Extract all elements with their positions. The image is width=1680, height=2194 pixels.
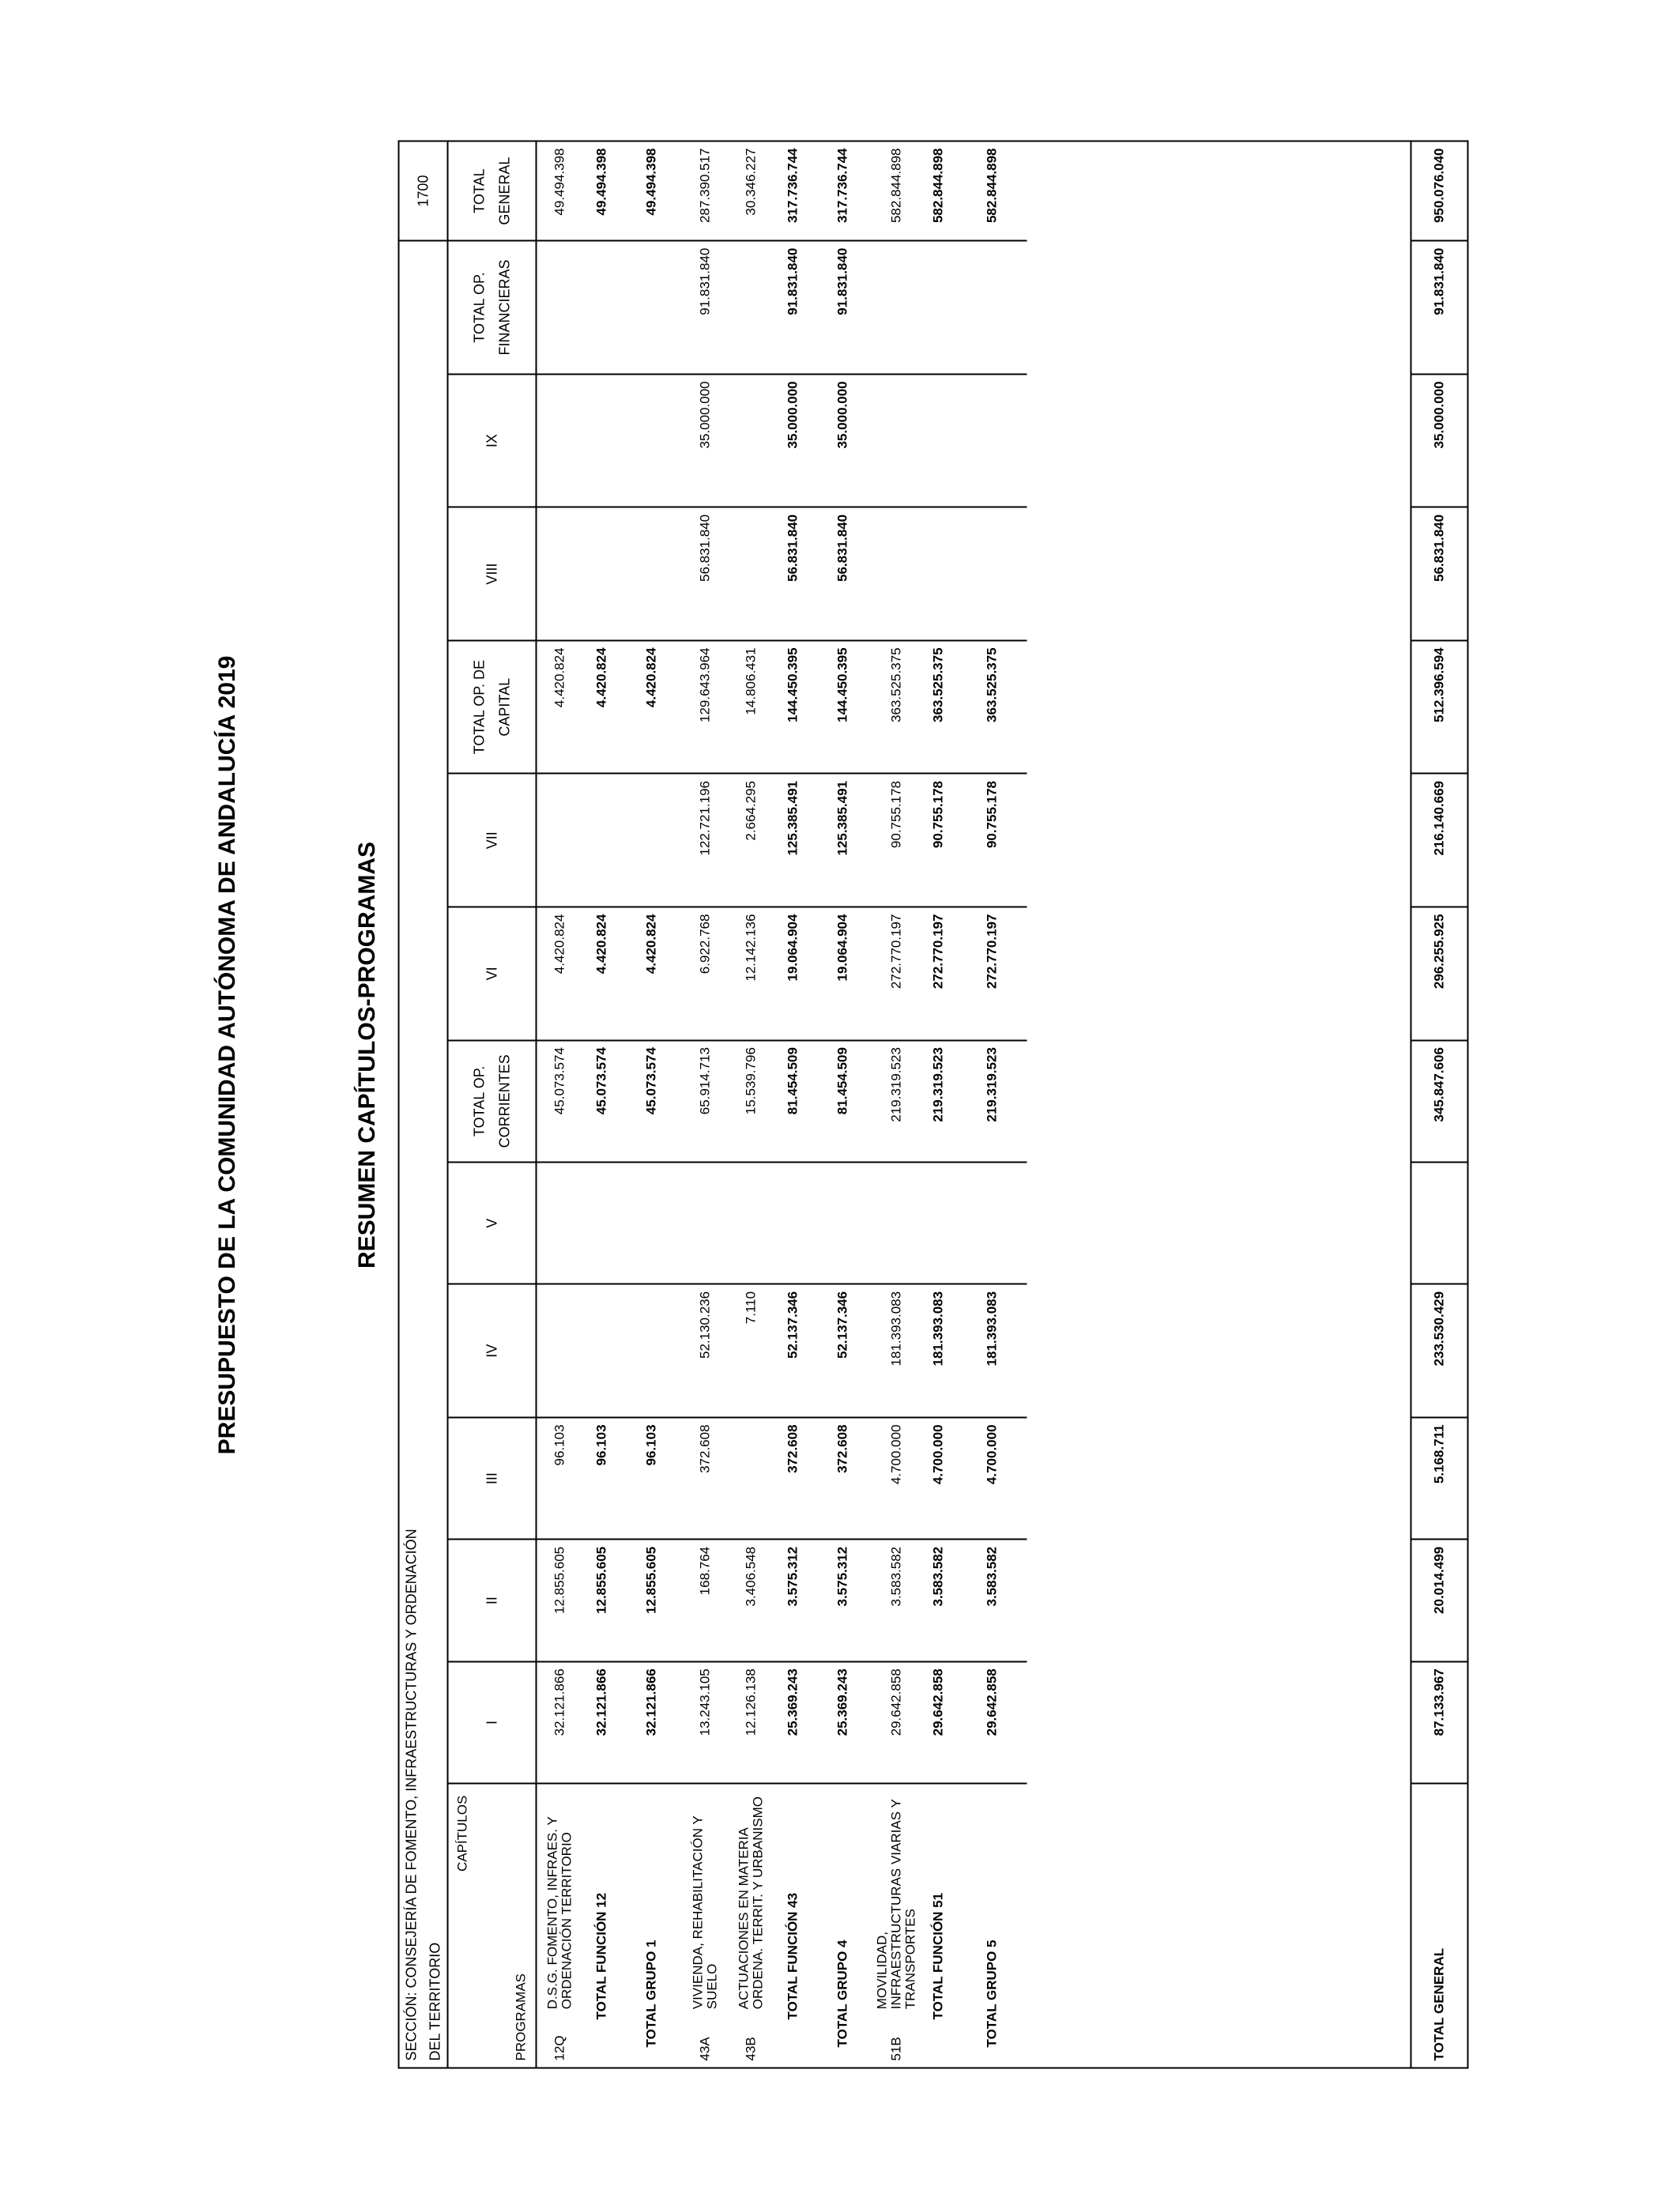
cell-value: 272.770.197 <box>874 907 920 1040</box>
cell-value: 287.390.517 <box>697 148 713 223</box>
cell-value: 219.319.523 <box>874 1040 920 1162</box>
cell-value: 181.393.083 <box>958 1284 1027 1417</box>
cell-value <box>621 374 683 507</box>
cell-value <box>729 374 774 507</box>
section-label-line2: DEL TERRITORIO <box>427 1942 443 2060</box>
cell-value <box>729 507 774 640</box>
cell-value: 49.494.398 <box>593 148 609 216</box>
cell-value <box>537 507 583 640</box>
header-total-general <box>448 141 537 240</box>
header-programas: PROGRAMAS <box>513 1973 529 2060</box>
cell-value <box>583 774 621 907</box>
program-name: D.S.G. FOMENTO, INFRAES. Y ORDENACIÓN TERRITORIO <box>537 1783 583 2015</box>
cell-value: 3.575.312 <box>812 1539 874 1661</box>
cell-value: 582.844.898 <box>888 148 904 223</box>
total-row <box>920 141 958 2067</box>
cell-value: 45.073.574 <box>621 1040 683 1162</box>
cell-value: 7.110 <box>729 1284 774 1417</box>
cell-value: 96.103 <box>537 1417 583 1539</box>
cell-value: 35.000.000 <box>774 374 812 507</box>
cell-value <box>729 1417 774 1539</box>
program-code: 51B <box>888 2036 904 2060</box>
cell-value: 91.831.840 <box>683 240 729 374</box>
total-general-value: 512.396.594 <box>1411 640 1467 774</box>
total-row <box>958 141 1027 2067</box>
section-label <box>400 240 448 2067</box>
cell-value: 32.121.866 <box>537 1661 583 1783</box>
total-general-value: 5.168.711 <box>1411 1417 1467 1539</box>
cell-value <box>774 1162 812 1284</box>
cell-value: 81.454.509 <box>774 1040 812 1162</box>
cell-value <box>958 1162 1027 1284</box>
total-label: TOTAL FUNCIÓN 51 <box>920 1783 958 2067</box>
cell-value: 219.319.523 <box>920 1040 958 1162</box>
header-total-corrientes-l2: CORRIENTES <box>496 1054 513 1148</box>
cell-value: 219.319.523 <box>958 1040 1027 1162</box>
cell-value: 3.583.582 <box>874 1539 920 1661</box>
cell-value <box>621 774 683 907</box>
cell-value: 144.450.395 <box>812 640 874 774</box>
header-col-i: I <box>448 1661 537 1783</box>
cell-value: 3.583.582 <box>920 1539 958 1661</box>
cell-value <box>683 1162 729 1284</box>
program-name: VIVIENDA, REHABILITACIÓN Y SUELO <box>683 1783 729 2015</box>
cell-value <box>537 1162 583 1284</box>
total-label: TOTAL GRUPO 1 <box>621 1783 683 2067</box>
cell-value <box>729 240 774 374</box>
cell-value <box>583 1284 621 1417</box>
cell-value: 3.575.312 <box>774 1539 812 1661</box>
cell-value <box>621 1284 683 1417</box>
program-row <box>729 141 774 2067</box>
total-label: TOTAL FUNCIÓN 43 <box>774 1783 812 2067</box>
cell-value: 582.844.898 <box>930 148 946 223</box>
total-general-value: 950.076.040 <box>1431 148 1447 223</box>
section-label-line1: SECCIÓN: CONSEJERÍA DE FOMENTO, INFRAESTRUCTURAS Y ORDENACIÓN <box>403 1528 420 2060</box>
cell-value <box>537 1284 583 1417</box>
cell-value <box>537 374 583 507</box>
total-general-value: 345.847.606 <box>1411 1040 1467 1162</box>
cell-value: 90.755.178 <box>958 774 1027 907</box>
cell-value: 12.855.605 <box>583 1539 621 1661</box>
total-general-value: 20.014.499 <box>1411 1539 1467 1661</box>
cell-value: 90.755.178 <box>920 774 958 907</box>
cell-value: 3.406.548 <box>729 1539 774 1661</box>
cell-value: 122.721.196 <box>683 774 729 907</box>
total-label: TOTAL FUNCIÓN 12 <box>583 1783 621 2067</box>
filler-row <box>1027 141 1411 2067</box>
cell-value: 272.770.197 <box>920 907 958 1040</box>
cell-value: 96.103 <box>621 1417 683 1539</box>
cell-value: 52.137.346 <box>812 1284 874 1417</box>
cell-value: 35.000.000 <box>812 374 874 507</box>
cell-value: 4.420.824 <box>621 907 683 1040</box>
cell-value <box>874 374 920 507</box>
cell-value: 30.346.227 <box>743 148 759 216</box>
cell-value <box>920 507 958 640</box>
cell-value: 129.643.964 <box>683 640 729 774</box>
program-row <box>683 141 729 2067</box>
total-row <box>774 141 812 2067</box>
cell-value: 25.369.243 <box>774 1661 812 1783</box>
cell-value: 6.922.768 <box>683 907 729 1040</box>
cell-value: 15.539.796 <box>729 1040 774 1162</box>
cell-value: 13.243.105 <box>683 1661 729 1783</box>
cell-value: 96.103 <box>583 1417 621 1539</box>
cell-value: 372.608 <box>774 1417 812 1539</box>
cell-value <box>874 240 920 374</box>
budget-table <box>400 141 1467 2067</box>
cell-value: 4.420.824 <box>621 640 683 774</box>
cell-value: 317.736.744 <box>834 148 850 223</box>
total-general-label: TOTAL GENERAL <box>1411 1783 1467 2067</box>
header-col-vii: VII <box>448 774 537 907</box>
cell-value: 56.831.840 <box>683 507 729 640</box>
cell-value: 582.844.898 <box>984 148 1000 223</box>
cell-value: 49.494.398 <box>643 148 659 216</box>
cell-value <box>812 1162 874 1284</box>
header-capitulos-programas <box>448 1783 537 2067</box>
cell-value: 181.393.083 <box>920 1284 958 1417</box>
cell-value <box>920 240 958 374</box>
cell-value: 35.000.000 <box>683 374 729 507</box>
total-general-value: 87.133.967 <box>1411 1661 1467 1783</box>
cell-value <box>583 507 621 640</box>
cell-value: 29.642.858 <box>958 1661 1027 1783</box>
total-general-value: 35.000.000 <box>1411 374 1467 507</box>
cell-value: 32.121.866 <box>621 1661 683 1783</box>
header-total-capital-l1: TOTAL OP. DE <box>471 659 488 754</box>
cell-value: 4.700.000 <box>958 1417 1027 1539</box>
cell-value: 49.494.398 <box>552 148 567 216</box>
cell-value: 4.420.824 <box>583 640 621 774</box>
cell-value: 12.126.138 <box>729 1661 774 1783</box>
cell-value: 4.700.000 <box>874 1417 920 1539</box>
total-general-value <box>1411 1162 1467 1284</box>
cell-value <box>621 1162 683 1284</box>
header-total-financieras <box>448 240 537 374</box>
cell-value <box>537 774 583 907</box>
program-row <box>874 141 920 2067</box>
cell-value: 91.831.840 <box>812 240 874 374</box>
cell-value <box>958 374 1027 507</box>
header-col-iv: IV <box>448 1284 537 1417</box>
header-total-general-l1: TOTAL <box>471 168 488 213</box>
cell-value: 14.806.431 <box>729 640 774 774</box>
page-title: PRESUPUESTO DE LA COMUNIDAD AUTÓNOMA DE ANDALUCÍA 2019 <box>214 655 240 1455</box>
cell-value: 4.420.824 <box>537 640 583 774</box>
cell-value: 4.700.000 <box>920 1417 958 1539</box>
cell-value <box>621 507 683 640</box>
cell-value: 91.831.840 <box>774 240 812 374</box>
header-capitulos: CAPÍTULOS <box>454 1795 470 1872</box>
cell-value <box>920 1162 958 1284</box>
cell-value <box>621 240 683 374</box>
program-code: 43B <box>743 2036 759 2060</box>
cell-value: 65.914.713 <box>683 1040 729 1162</box>
header-total-corrientes <box>448 1040 537 1162</box>
cell-value: 125.385.491 <box>812 774 874 907</box>
cell-value: 32.121.866 <box>583 1661 621 1783</box>
header-total-capital-l2: CAPITAL <box>496 677 513 737</box>
header-col-ii: II <box>448 1539 537 1661</box>
total-general-value: 296.255.925 <box>1411 907 1467 1040</box>
cell-value: 45.073.574 <box>583 1040 621 1162</box>
budget-table-frame <box>398 140 1469 2068</box>
program-name: MOVILIDAD, INFRAESTRUCTURAS VIARIAS Y TRANSPORTES <box>874 1783 920 2015</box>
cell-value: 4.420.824 <box>537 907 583 1040</box>
total-general-value: 91.831.840 <box>1411 240 1467 374</box>
cell-value: 56.831.840 <box>812 507 874 640</box>
total-row <box>812 141 874 2067</box>
cell-value: 81.454.509 <box>812 1040 874 1162</box>
total-general-value: 56.831.840 <box>1411 507 1467 640</box>
cell-value <box>874 507 920 640</box>
program-code: 43A <box>697 2036 713 2060</box>
cell-value <box>920 374 958 507</box>
cell-value <box>958 507 1027 640</box>
cell-value: 19.064.904 <box>812 907 874 1040</box>
cell-value: 317.736.744 <box>785 148 800 223</box>
header-col-ix: IX <box>448 374 537 507</box>
cell-value: 52.137.346 <box>774 1284 812 1417</box>
total-label: TOTAL GRUPO 4 <box>812 1783 874 2067</box>
cell-value <box>537 240 583 374</box>
cell-value: 181.393.083 <box>874 1284 920 1417</box>
header-col-viii: VIII <box>448 507 537 640</box>
cell-value: 12.855.605 <box>537 1539 583 1661</box>
total-general-value: 233.530.429 <box>1411 1284 1467 1417</box>
header-col-iii: III <box>448 1417 537 1539</box>
cell-value: 125.385.491 <box>774 774 812 907</box>
program-row <box>537 141 583 2067</box>
header-col-vi: VI <box>448 907 537 1040</box>
total-general-value: 216.140.669 <box>1411 774 1467 907</box>
header-total-general-l2: GENERAL <box>496 156 513 225</box>
cell-value: 363.525.375 <box>920 640 958 774</box>
section-code: 1700 <box>415 175 431 207</box>
cell-value <box>583 374 621 507</box>
cell-value: 4.420.824 <box>583 907 621 1040</box>
header-total-capital <box>448 640 537 774</box>
header-total-corrientes-l1: TOTAL OP. <box>471 1065 488 1137</box>
cell-value: 168.764 <box>683 1539 729 1661</box>
cell-value: 29.642.858 <box>874 1661 920 1783</box>
header-total-financieras-l1: TOTAL OP. <box>471 271 488 343</box>
cell-value <box>583 240 621 374</box>
total-label: TOTAL GRUPO 5 <box>958 1783 1027 2067</box>
cell-value: 3.583.582 <box>958 1539 1027 1661</box>
cell-value: 2.664.295 <box>729 774 774 907</box>
total-row <box>583 141 621 2067</box>
cell-value: 56.831.840 <box>774 507 812 640</box>
cell-value <box>874 1162 920 1284</box>
cell-value <box>958 240 1027 374</box>
cell-value: 372.608 <box>683 1417 729 1539</box>
cell-value: 144.450.395 <box>774 640 812 774</box>
cell-value: 52.130.236 <box>683 1284 729 1417</box>
cell-value: 12.855.605 <box>621 1539 683 1661</box>
header-col-v: V <box>448 1162 537 1284</box>
cell-value: 19.064.904 <box>774 907 812 1040</box>
cell-value <box>729 1162 774 1284</box>
cell-value: 12.142.136 <box>729 907 774 1040</box>
header-total-financieras-l2: FINANCIERAS <box>496 258 513 356</box>
program-name: ACTUACIONES EN MATERIA ORDENA. TERRIT. Y URBANISMO <box>729 1783 774 2015</box>
cell-value: 29.642.858 <box>920 1661 958 1783</box>
cell-value <box>583 1162 621 1284</box>
total-row <box>621 141 683 2067</box>
cell-value: 25.369.243 <box>812 1661 874 1783</box>
program-code: 12Q <box>552 2034 567 2060</box>
cell-value: 45.073.574 <box>537 1040 583 1162</box>
cell-value: 272.770.197 <box>958 907 1027 1040</box>
cell-value: 363.525.375 <box>958 640 1027 774</box>
cell-value: 363.525.375 <box>874 640 920 774</box>
cell-value: 90.755.178 <box>874 774 920 907</box>
cell-value: 372.608 <box>812 1417 874 1539</box>
page-subtitle: RESUMEN CAPÍTULOS-PROGRAMAS <box>354 842 380 1269</box>
total-general-row <box>1411 141 1467 2067</box>
